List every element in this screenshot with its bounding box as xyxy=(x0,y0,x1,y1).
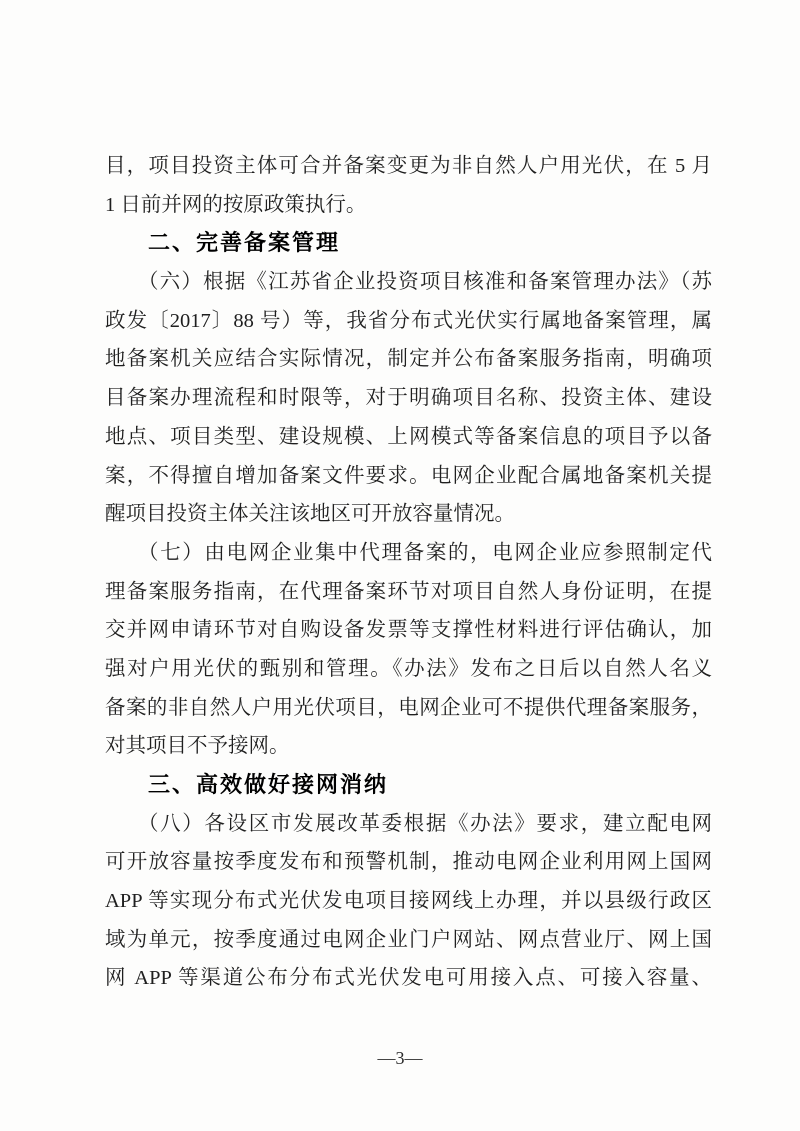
text-line: （八）各设区市发展改革委根据《办法》要求，建立配电网 xyxy=(138,812,712,835)
text-line: 理备案服务指南，在代理备案环节对项目自然人身份证明，在提 xyxy=(105,580,712,603)
text-line: 政发〔2017〕88 号）等，我省分布式光伏实行属地备案管理，属 xyxy=(105,309,712,332)
text-line: 强对户用光伏的甄别和管理。《办法》发布之日后以自然人名义 xyxy=(105,657,712,680)
text-line: 域为单元，按季度通过电网企业门户网站、网点营业厅、网上国 xyxy=(105,928,712,951)
text-line: 目，项目投资主体可合并备案变更为非自然人户用光伏，在 5 月 xyxy=(105,155,712,177)
text-line: APP 等实现分布式光伏发电项目接网线上办理，并以县级行政区 xyxy=(105,890,712,913)
text-line: 醒项目投资主体关注该地区可开放容量情况。 xyxy=(105,503,515,526)
section-heading: 三、高效做好接网消纳 xyxy=(148,772,389,797)
text-line: 案，不得擅自增加备案文件要求。电网企业配合属地备案机关提 xyxy=(105,464,712,487)
text-line: 备案的非自然人户用光伏项目，电网企业可不提供代理备案服务， xyxy=(105,696,712,719)
document-body xyxy=(105,147,712,998)
text-line: 网 APP 等渠道公布分布式光伏发电可用接入点、可接入容量、 xyxy=(105,967,712,990)
text-line: 交并网申请环节对自购设备发票等支撑性材料进行评估确认，加 xyxy=(105,619,712,642)
text-line: 地备案机关应结合实际情况，制定并公布备案服务指南，明确项 xyxy=(105,348,712,371)
section-heading: 二、完善备案管理 xyxy=(148,230,341,256)
text-line: 对其项目不予接网。 xyxy=(105,735,290,758)
text-line: 1 日前并网的按原政策执行。 xyxy=(105,193,367,216)
text-line: 目备案办理流程和时限等，对于明确项目名称、投资主体、建设 xyxy=(105,387,712,410)
text-line: （六）根据《江苏省企业投资项目核准和备案管理办法》（苏 xyxy=(138,271,712,294)
text-line: 可开放容量按季度发布和预警机制，推动电网企业利用网上国网 xyxy=(105,851,712,874)
text-line: 地点、项目类型、建设规模、上网模式等备案信息的项目予以备 xyxy=(105,425,712,448)
page-number: —3— xyxy=(377,1048,423,1068)
text-line: （七）由电网企业集中代理备案的，电网企业应参照制定代 xyxy=(138,541,712,564)
